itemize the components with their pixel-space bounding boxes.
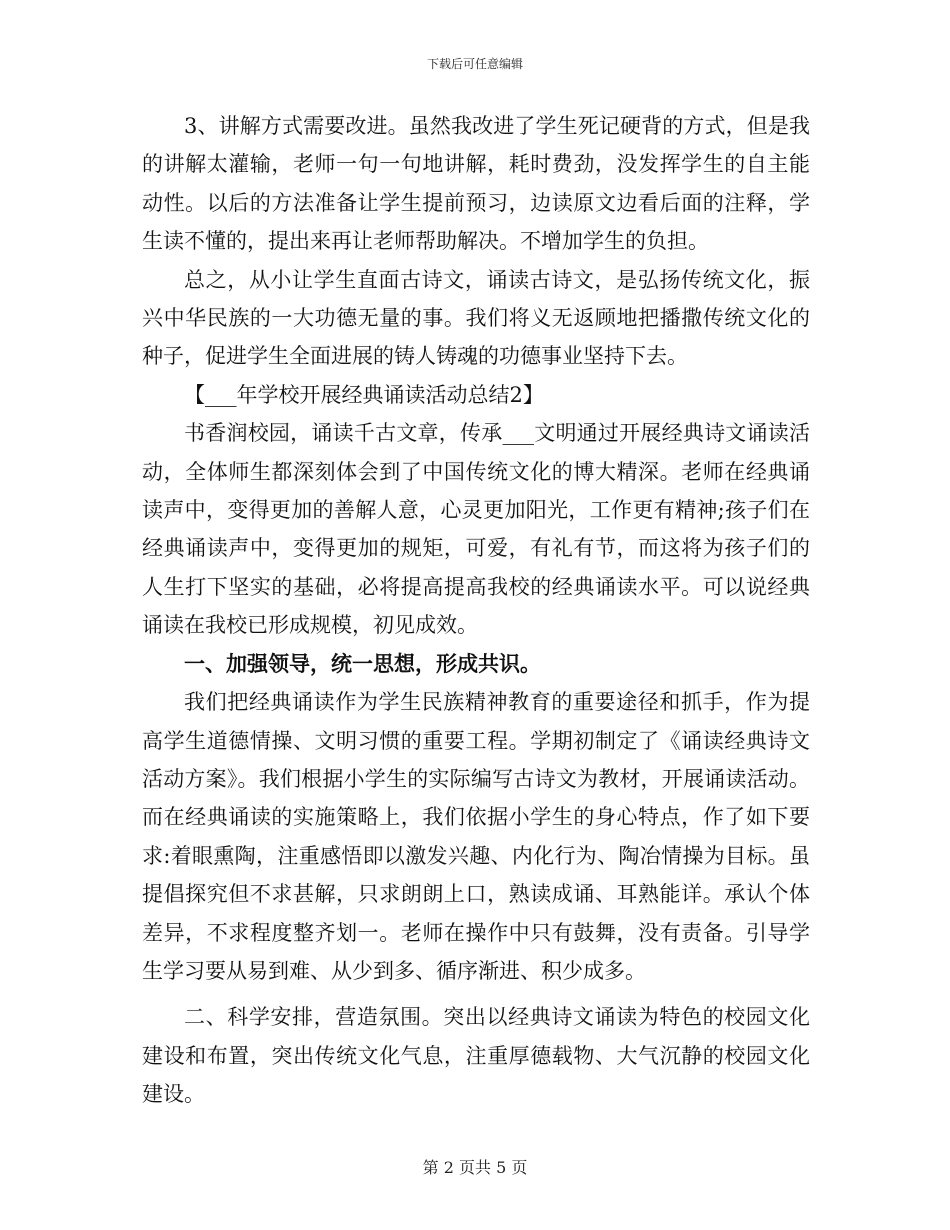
- paragraph-arrangement: 二、科学安排，营造氛围。突出以经典诗文诵读为特色的校园文化建设和布置，突出传统文化气息，注重厚德载物、大气沉静的校园文化建设。: [142, 1005, 810, 1107]
- page-header: 下载后可任意编辑: [426, 57, 523, 71]
- paragraph-conclusion: 总之，从小让学生直面古诗文，诵读古诗文，是弘扬传统文化，振兴中华民族的一大功德无量的事。我们将义无返顾地把播撒传统文化的种子，促进学生全面进展的铸人铸魂的功德事业坚持下去。: [142, 267, 810, 369]
- paragraph-explanation-method: 3、讲解方式需要改进。虽然我改进了学生死记硬背的方式，但是我的讲解太灌输，老师一句一句地讲解，耗时费劲，没发挥学生的自主能动性。以后的方法准备让学生提前预习，边读原文边看后面的注释，学生读不懂的，提出来再让老师帮助解决。不增加学生的负担。: [142, 114, 810, 254]
- document-body: [142, 107, 810, 1114]
- section-title: 【___年学校开展经典诵读活动总结2】: [184, 382, 544, 407]
- paragraph-leadership: 我们把经典诵读作为学生民族精神教育的重要途径和抓手，作为提高学生道德情操、文明习惯的重要工程。学期初制定了《诵读经典诗文活动方案》。我们根据小学生的实际编写古诗文为教材，开展诵读活动。而在经典诵读的实施策略上，我们依据小学生的身心特点，作了如下要求:着眼熏陶，注重感悟即以激发兴趣、内化行为、陶冶情操为目标。虽提倡探究但不求甚解，只求朗朗上口，熟读成诵、耳熟能详。承认个体差异，不求程度整齐划一。老师在操作中只有鼓舞，没有责备。引导学生学习要从易到难、从少到多、循序渐进、积少成多。: [142, 690, 810, 983]
- page-footer: 第 2 页共 5 页: [422, 1158, 528, 1177]
- heading-leadership: 一、加强领导，统一思想，形成共识。: [184, 650, 541, 676]
- paragraph-intro: 书香润校园，诵读千古文章，传承___文明通过开展经典诗文诵读活动，全体师生都深刻体会到了中国传统文化的博大精深。老师在经典诵读声中，变得更加的善解人意，心灵更加阳光，工作更有精神;孩子们在经典诵读声中，变得更加的规矩，可爱，有礼有节，而这将为孩子们的人生打下坚实的基础，必将提高提高我校的经典诵读水平。可以说经典诵读在我校已形成规模，初见成效。: [142, 421, 810, 638]
